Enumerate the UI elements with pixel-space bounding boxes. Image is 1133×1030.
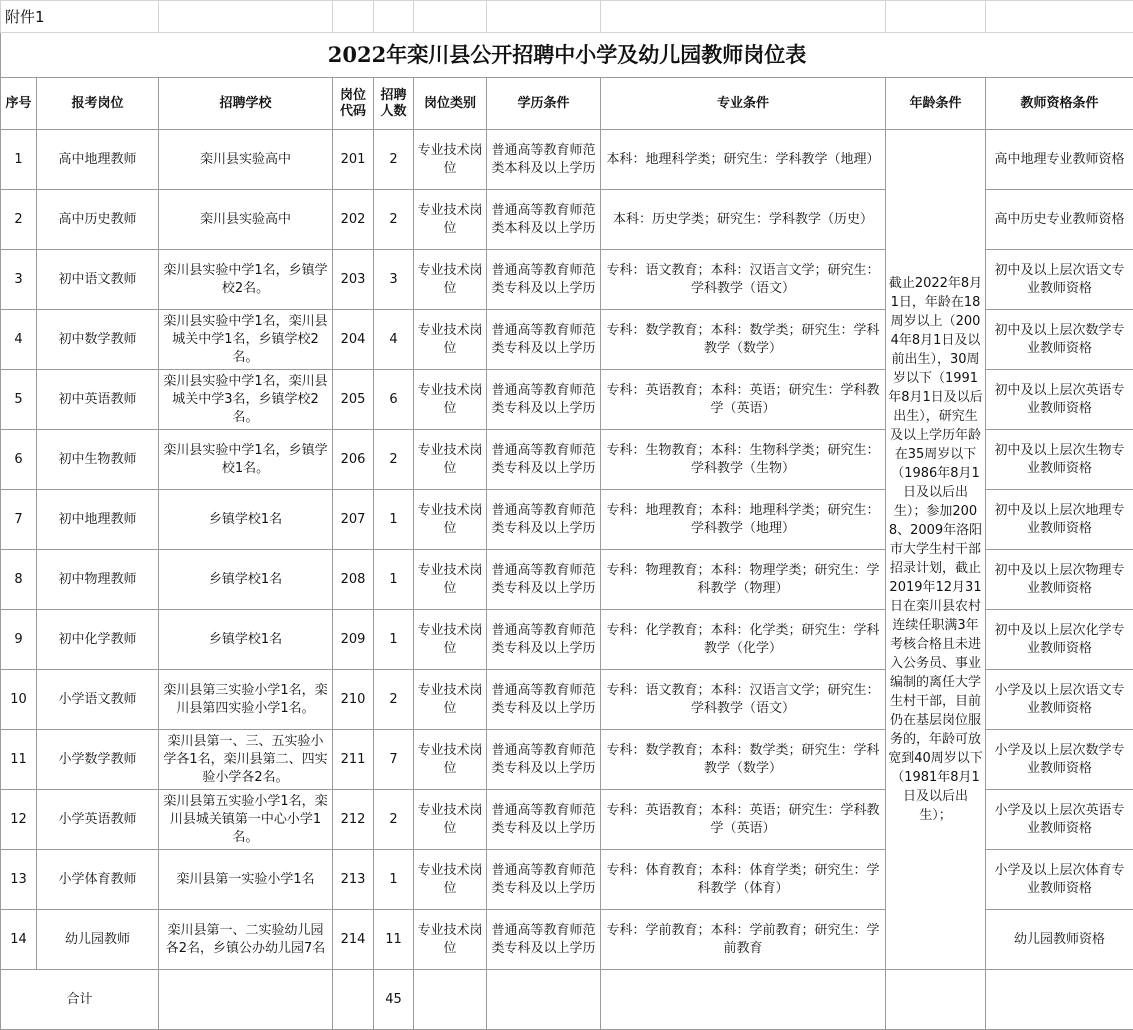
cell-school: 栾川县实验高中	[159, 190, 333, 250]
cell-count: 11	[374, 910, 414, 970]
empty-cell	[374, 1, 414, 33]
cell-code: 210	[333, 670, 374, 730]
cell-count: 1	[374, 610, 414, 670]
cell-category: 专业技术岗位	[414, 190, 487, 250]
cell-count: 7	[374, 730, 414, 790]
cell-major: 本科：地理科学类；研究生：学科教学（地理）	[601, 130, 886, 190]
cell-seq: 6	[1, 430, 37, 490]
cell-position: 高中地理教师	[37, 130, 159, 190]
empty-cell	[333, 1, 374, 33]
cell-category: 专业技术岗位	[414, 550, 487, 610]
title-row	[1, 33, 1133, 78]
cell-education: 普通高等教育师范类本科及以上学历	[487, 190, 601, 250]
cell-education: 普通高等教育师范类专科及以上学历	[487, 730, 601, 790]
cell-education: 普通高等教育师范类专科及以上学历	[487, 790, 601, 850]
cell-school: 栾川县实验高中	[159, 130, 333, 190]
header-age: 年龄条件	[886, 78, 986, 130]
table-row	[1, 130, 1133, 190]
cell-school: 栾川县实验中学1名，栾川县城关中学1名，乡镇学校2名。	[159, 310, 333, 370]
cell-education: 普通高等教育师范类专科及以上学历	[487, 490, 601, 550]
cell-category: 专业技术岗位	[414, 670, 487, 730]
cell-education: 普通高等教育师范类专科及以上学历	[487, 850, 601, 910]
cell-education: 普通高等教育师范类专科及以上学历	[487, 250, 601, 310]
cell-major: 专科：数学教育；本科：数学类；研究生：学科教学（数学）	[601, 310, 886, 370]
cell-code: 201	[333, 130, 374, 190]
cell-count: 2	[374, 430, 414, 490]
cell-qualification: 高中地理专业教师资格	[986, 130, 1133, 190]
cell-seq: 11	[1, 730, 37, 790]
cell-education: 普通高等教育师范类专科及以上学历	[487, 610, 601, 670]
empty-cell	[886, 1, 986, 33]
cell-position: 高中历史教师	[37, 190, 159, 250]
cell-school: 栾川县第一、二实验幼儿园各2名，乡镇公办幼儿园7名	[159, 910, 333, 970]
cell-school: 栾川县实验中学1名，乡镇学校2名。	[159, 250, 333, 310]
cell-qualification: 初中及以上层次英语专业教师资格	[986, 370, 1133, 430]
cell-education: 普通高等教育师范类专科及以上学历	[487, 910, 601, 970]
cell-major: 本科：历史学类；研究生：学科教学（历史）	[601, 190, 886, 250]
cell-code: 213	[333, 850, 374, 910]
header-code: 岗位代码	[333, 78, 374, 130]
cell-code: 204	[333, 310, 374, 370]
cell-count: 1	[374, 550, 414, 610]
header-seq: 序号	[1, 78, 37, 130]
cell-major: 专科：生物教育；本科：生物科学类；研究生：学科教学（生物）	[601, 430, 886, 490]
cell-qualification: 高中历史专业教师资格	[986, 190, 1133, 250]
cell-category: 专业技术岗位	[414, 310, 487, 370]
cell-seq: 2	[1, 190, 37, 250]
cell-seq: 8	[1, 550, 37, 610]
cell-category: 专业技术岗位	[414, 910, 487, 970]
cell-category: 专业技术岗位	[414, 250, 487, 310]
cell-code: 212	[333, 790, 374, 850]
header-category: 岗位类别	[414, 78, 487, 130]
empty-cell	[886, 970, 986, 1030]
empty-cell	[414, 1, 487, 33]
cell-code: 205	[333, 370, 374, 430]
cell-position: 小学英语教师	[37, 790, 159, 850]
cell-seq: 7	[1, 490, 37, 550]
cell-count: 2	[374, 790, 414, 850]
cell-position: 初中物理教师	[37, 550, 159, 610]
cell-count: 6	[374, 370, 414, 430]
header-row	[1, 78, 1133, 130]
cell-seq: 4	[1, 310, 37, 370]
cell-school: 乡镇学校1名	[159, 490, 333, 550]
cell-position: 初中数学教师	[37, 310, 159, 370]
header-count: 招聘人数	[374, 78, 414, 130]
cell-category: 专业技术岗位	[414, 610, 487, 670]
cell-count: 4	[374, 310, 414, 370]
header-position: 报考岗位	[37, 78, 159, 130]
header-qualification: 教师资格条件	[986, 78, 1133, 130]
cell-qualification: 小学及以上层次英语专业教师资格	[986, 790, 1133, 850]
cell-major: 专科：化学教育；本科：化学类；研究生：学科教学（化学）	[601, 610, 886, 670]
empty-cell	[986, 1, 1133, 33]
cell-major: 专科：体育教育；本科：体育学类；研究生：学科教学（体育）	[601, 850, 886, 910]
attachment-row	[1, 1, 1133, 33]
cell-major: 专科：英语教育；本科：英语；研究生：学科教学（英语）	[601, 370, 886, 430]
cell-qualification: 初中及以上层次数学专业教师资格	[986, 310, 1133, 370]
cell-major: 专科：语文教育；本科：汉语言文学；研究生：学科教学（语文）	[601, 250, 886, 310]
cell-count: 1	[374, 850, 414, 910]
header-school: 招聘学校	[159, 78, 333, 130]
cell-code: 207	[333, 490, 374, 550]
cell-category: 专业技术岗位	[414, 370, 487, 430]
cell-code: 214	[333, 910, 374, 970]
cell-position: 初中化学教师	[37, 610, 159, 670]
cell-count: 3	[374, 250, 414, 310]
cell-seq: 3	[1, 250, 37, 310]
cell-position: 幼儿园教师	[37, 910, 159, 970]
empty-cell	[159, 1, 333, 33]
cell-code: 211	[333, 730, 374, 790]
attachment-label: 附件1	[1, 1, 159, 33]
cell-major: 专科：学前教育；本科：学前教育；研究生：学前教育	[601, 910, 886, 970]
cell-qualification: 初中及以上层次语文专业教师资格	[986, 250, 1133, 310]
cell-position: 小学语文教师	[37, 670, 159, 730]
cell-count: 2	[374, 130, 414, 190]
cell-qualification: 初中及以上层次物理专业教师资格	[986, 550, 1133, 610]
cell-category: 专业技术岗位	[414, 490, 487, 550]
header-education: 学历条件	[487, 78, 601, 130]
cell-code: 203	[333, 250, 374, 310]
cell-education: 普通高等教育师范类专科及以上学历	[487, 670, 601, 730]
cell-education: 普通高等教育师范类专科及以上学历	[487, 430, 601, 490]
cell-seq: 5	[1, 370, 37, 430]
cell-category: 专业技术岗位	[414, 730, 487, 790]
cell-position: 小学体育教师	[37, 850, 159, 910]
cell-qualification: 幼儿园教师资格	[986, 910, 1133, 970]
cell-category: 专业技术岗位	[414, 130, 487, 190]
cell-category: 专业技术岗位	[414, 850, 487, 910]
cell-position: 初中生物教师	[37, 430, 159, 490]
empty-cell	[986, 970, 1133, 1030]
page-title: 2022年栾川县公开招聘中小学及幼儿园教师岗位表	[1, 33, 1133, 78]
cell-school: 乡镇学校1名	[159, 610, 333, 670]
total-row	[1, 970, 1133, 1030]
total-label: 合计	[1, 970, 159, 1030]
cell-school: 栾川县第三实验小学1名，栾川县第四实验小学1名。	[159, 670, 333, 730]
total-count: 45	[374, 970, 414, 1030]
cell-position: 初中语文教师	[37, 250, 159, 310]
cell-major: 专科：语文教育；本科：汉语言文学；研究生：学科教学（语文）	[601, 670, 886, 730]
cell-education: 普通高等教育师范类本科及以上学历	[487, 130, 601, 190]
cell-age-condition: 截止2022年8月1日，年龄在18周岁以上（2004年8月1日及以前出生），30周岁以下（1991年8月1日及以后出生），研究生及以上学历年龄在35周岁以下（1986年8月1日及以后出生）；参加2008、2009年洛阳市大学生村干部招录计划，截止2019年12月31日在栾川县农村连续任职满3年考核合格且未进入公务员、事业编制的离任大学生村干部，目前仍在基层岗位服务的，年龄可放宽到40周岁以下（1981年8月1日及以后出生）；	[886, 130, 986, 970]
cell-school: 乡镇学校1名	[159, 550, 333, 610]
cell-qualification: 小学及以上层次体育专业教师资格	[986, 850, 1133, 910]
cell-count: 2	[374, 190, 414, 250]
empty-cell	[487, 970, 601, 1030]
empty-cell	[414, 970, 487, 1030]
empty-cell	[159, 970, 333, 1030]
cell-education: 普通高等教育师范类专科及以上学历	[487, 370, 601, 430]
cell-seq: 13	[1, 850, 37, 910]
empty-cell	[601, 1, 886, 33]
cell-count: 1	[374, 490, 414, 550]
cell-seq: 12	[1, 790, 37, 850]
cell-school: 栾川县第一、三、五实验小学各1名，栾川县第二、四实验小学各2名。	[159, 730, 333, 790]
cell-major: 专科：物理教育；本科：物理学类；研究生：学科教学（物理）	[601, 550, 886, 610]
cell-school: 栾川县实验中学1名，乡镇学校1名。	[159, 430, 333, 490]
cell-position: 小学数学教师	[37, 730, 159, 790]
cell-major: 专科：数学教育；本科：数学类；研究生：学科教学（数学）	[601, 730, 886, 790]
cell-code: 206	[333, 430, 374, 490]
cell-category: 专业技术岗位	[414, 430, 487, 490]
cell-education: 普通高等教育师范类专科及以上学历	[487, 310, 601, 370]
cell-qualification: 初中及以上层次地理专业教师资格	[986, 490, 1133, 550]
header-major: 专业条件	[601, 78, 886, 130]
cell-position: 初中地理教师	[37, 490, 159, 550]
cell-category: 专业技术岗位	[414, 790, 487, 850]
cell-qualification: 小学及以上层次语文专业教师资格	[986, 670, 1133, 730]
cell-code: 208	[333, 550, 374, 610]
cell-qualification: 初中及以上层次化学专业教师资格	[986, 610, 1133, 670]
cell-major: 专科：地理教育；本科：地理科学类；研究生：学科教学（地理）	[601, 490, 886, 550]
cell-seq: 1	[1, 130, 37, 190]
cell-education: 普通高等教育师范类专科及以上学历	[487, 550, 601, 610]
cell-seq: 9	[1, 610, 37, 670]
cell-school: 栾川县第一实验小学1名	[159, 850, 333, 910]
cell-major: 专科：英语教育；本科：英语；研究生：学科教学（英语）	[601, 790, 886, 850]
cell-school: 栾川县实验中学1名，栾川县城关中学3名，乡镇学校2名。	[159, 370, 333, 430]
cell-seq: 10	[1, 670, 37, 730]
cell-seq: 14	[1, 910, 37, 970]
empty-cell	[601, 970, 886, 1030]
empty-cell	[487, 1, 601, 33]
cell-code: 209	[333, 610, 374, 670]
empty-cell	[333, 970, 374, 1030]
cell-qualification: 初中及以上层次生物专业教师资格	[986, 430, 1133, 490]
cell-code: 202	[333, 190, 374, 250]
cell-count: 2	[374, 670, 414, 730]
cell-qualification: 小学及以上层次数学专业教师资格	[986, 730, 1133, 790]
cell-position: 初中英语教师	[37, 370, 159, 430]
cell-school: 栾川县第五实验小学1名，栾川县城关镇第一中心小学1名。	[159, 790, 333, 850]
